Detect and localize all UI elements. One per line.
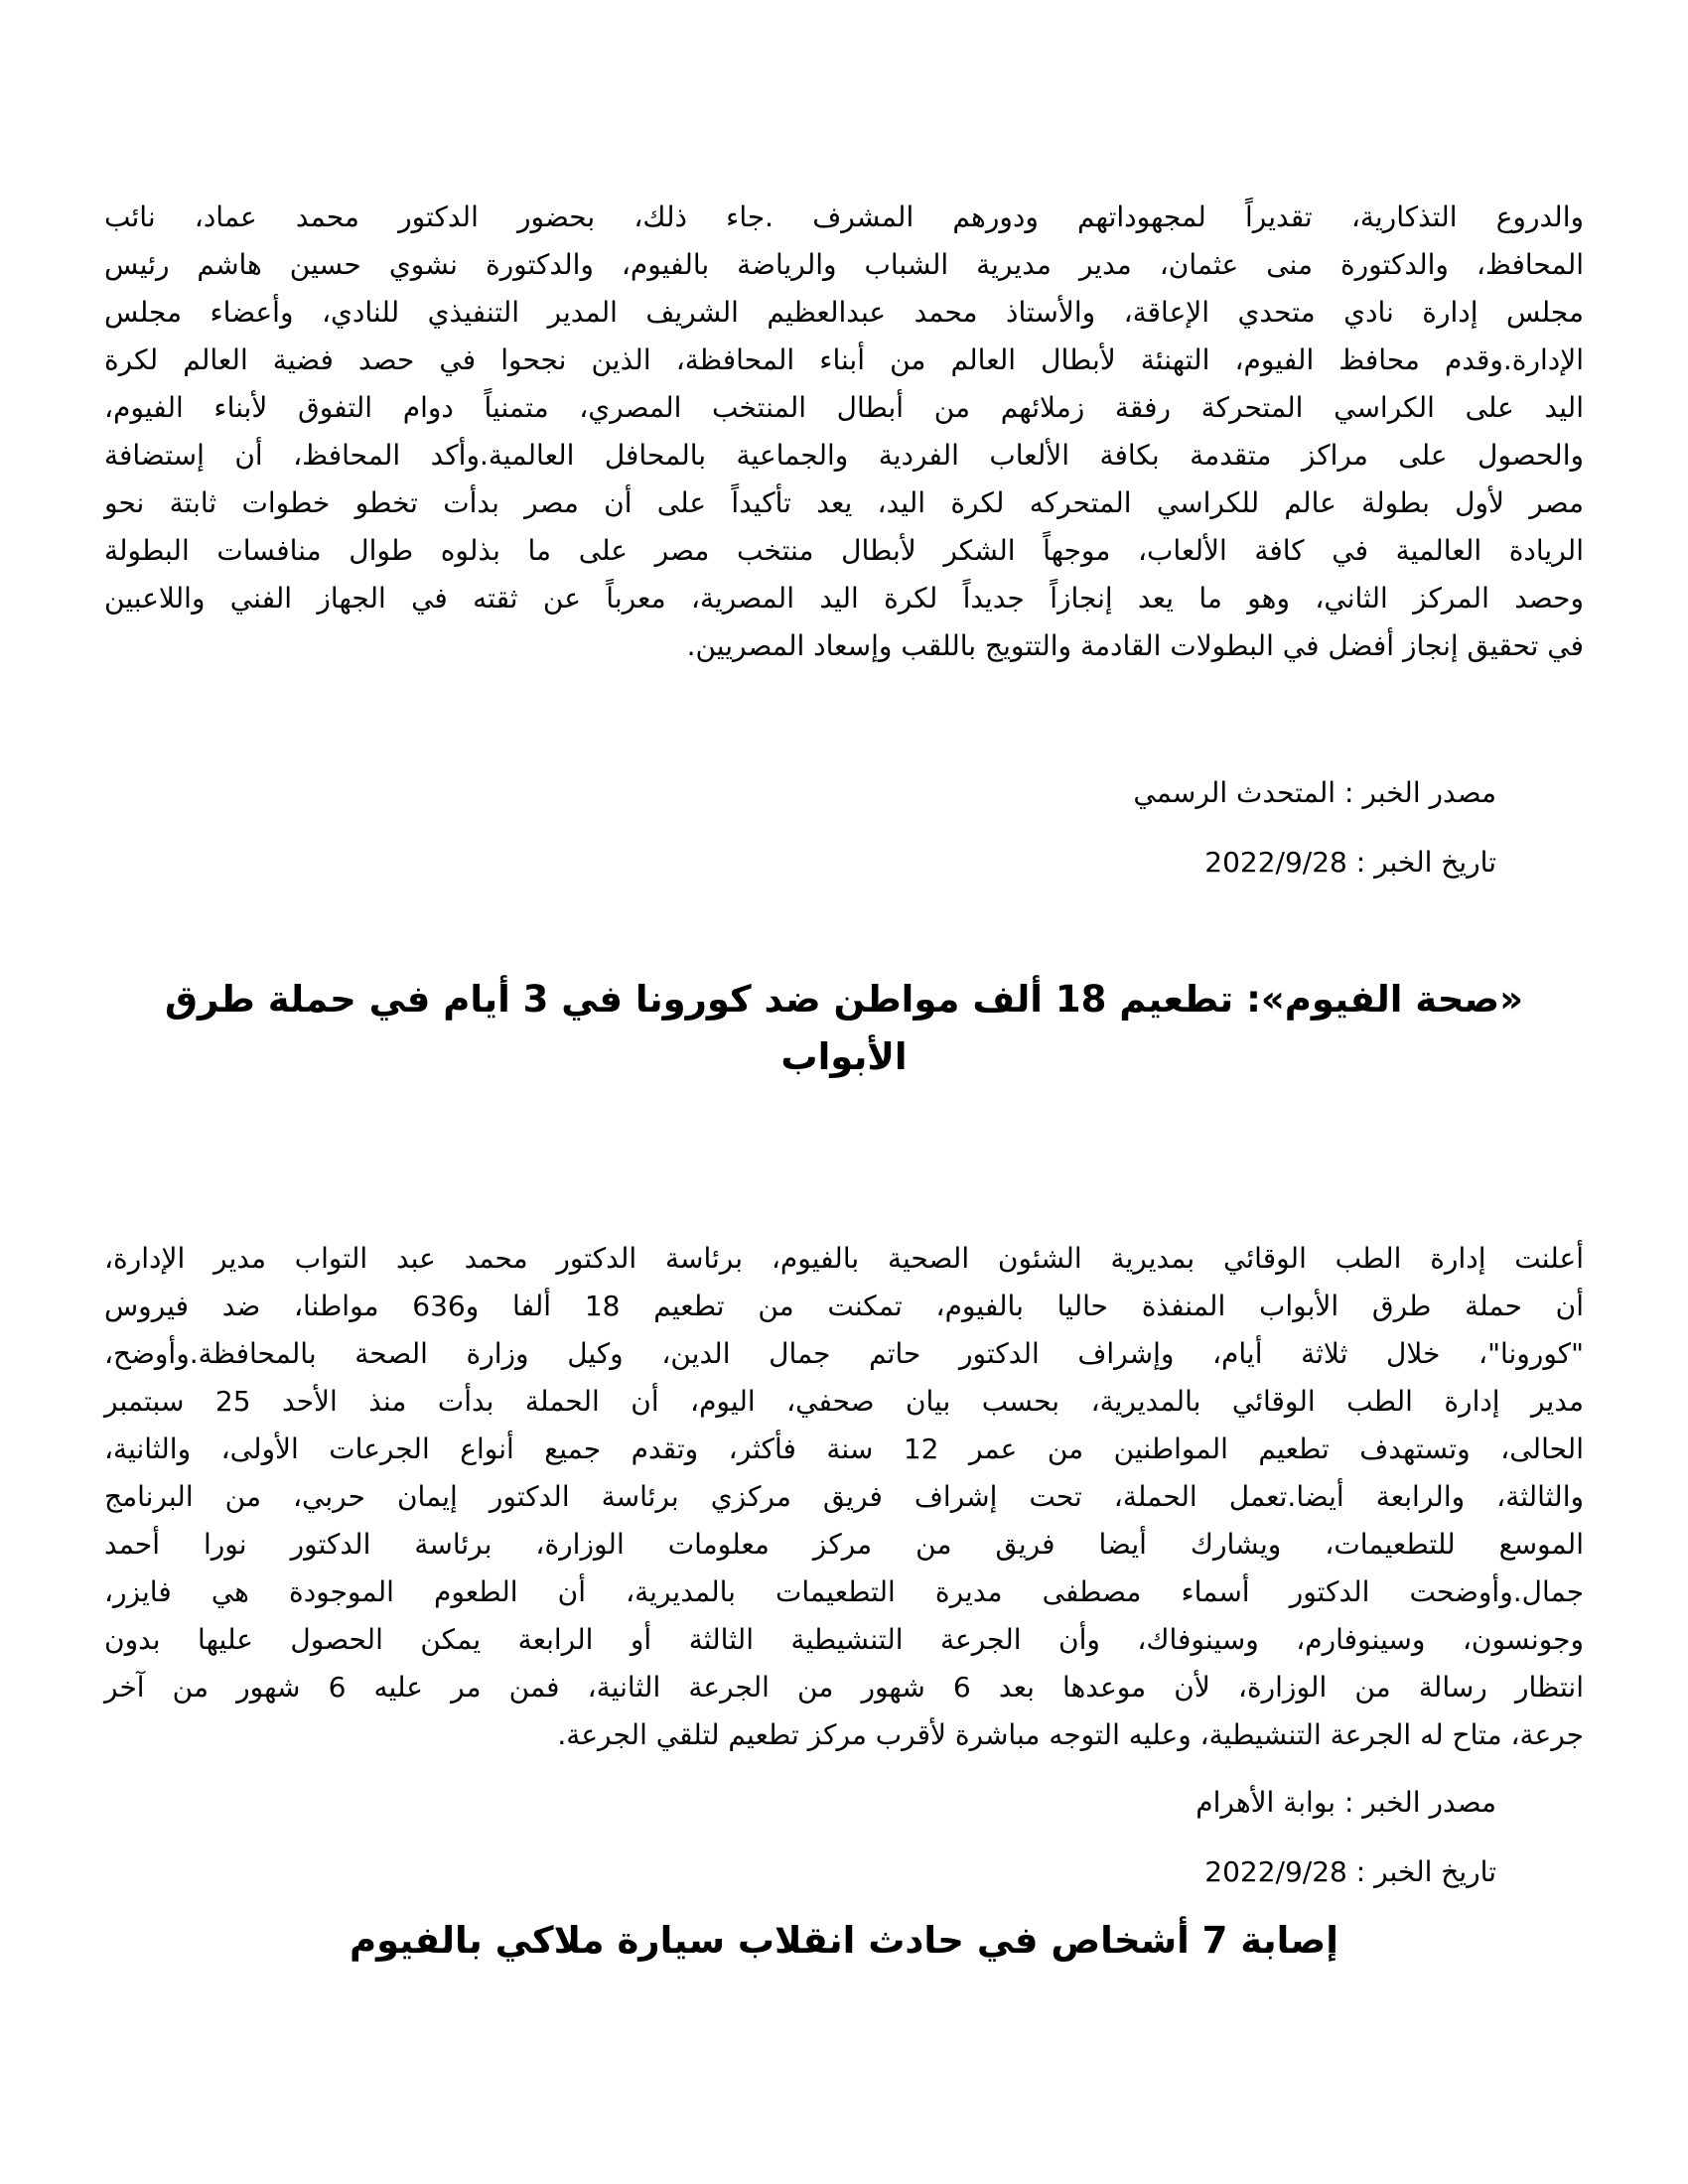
text-line: وجونسون، وسينوفارم، وسينوفاك، وأن الجرعة التنشيطية الثالثة أو الرابعة يمكن الحصول عليها بدون — [104, 1623, 1584, 1656]
article-2-source-line: مصدر الخبر : بوابة الأهرام — [1196, 1786, 1496, 1819]
text-line: الأبواب — [780, 1035, 908, 1078]
text-line: "كورونا"، خلال ثلاثة أيام، وإشراف الدكتور حاتم جمال الدين، وكيل وزارة الصحة بالمحافظة.وأوضح، — [104, 1337, 1584, 1370]
article-1-source-line: مصدر الخبر : المتحدث الرسمي — [1133, 776, 1496, 809]
text-line: اليد على الكراسي المتحركة رفقة زملائهم من أبطال المنتخب المصري، متمنياً دوام التفوق لأبناء الفيوم، — [104, 391, 1584, 424]
text-line: جمال.وأوضحت الدكتور أسماء مصطفى مديرة التطعيمات بالمديرية، أن الطعوم الموجودة هي فايزر، — [104, 1575, 1584, 1608]
text-line: مصر لأول بطولة عالم للكراسي المتحركه لكرة اليد، يعد تأكيداً على أن مصر بدأت تخطو خطوات ثابتة نحو — [104, 486, 1584, 519]
article-1-date-line: تاريخ الخبر : 2022/9/28 — [1204, 846, 1496, 879]
text-line: وحصد المركز الثاني، وهو ما يعد إنجازاً جديداً لكرة اليد المصرية، معرباً عن ثقته في الجهاز الفني واللاعبين — [104, 582, 1584, 614]
text-line: والثالثة، والرابعة أيضا.تعمل الحملة، تحت إشراف فريق مركزي برئاسة الدكتور إيمان حربي، من البرنامج — [104, 1480, 1584, 1513]
text-line: أعلنت إدارة الطب الوقائي بمديرية الشئون الصحية بالفيوم، برئاسة الدكتور محمد عبد التواب مدير الإدارة، — [104, 1242, 1584, 1275]
article-2-date-line: تاريخ الخبر : 2022/9/28 — [1204, 1855, 1496, 1888]
text-line: المحافظ، والدكتورة منى عثمان، مدير مديرية الشباب والرياضة بالفيوم، والدكتورة نشوي حسين هاشم رئيس — [104, 248, 1584, 281]
text-line: الموسع للتطعيمات، ويشارك أيضا فريق من مركز معلومات الوزارة، برئاسة الدكتور نورا أحمد — [104, 1528, 1584, 1561]
text-line: أن حملة طرق الأبواب المنفذة حاليا بالفيوم، تمكنت من تطعيم 18 ألفا و636 مواطنا، ضد فيروس — [104, 1290, 1585, 1322]
text-line: انتظار رسالة من الوزارة، لأن موعدها بعد 6 شهور من الجرعة الثانية، فمن مر عليه 6 شهور من آخر — [104, 1671, 1584, 1704]
text-line: جرعة، متاح له الجرعة التنشيطية، وعليه التوجه مباشرة لأقرب مركز تطعيم لتلقي الجرعة. — [557, 1718, 1584, 1751]
article-3-headline: إصابة 7 أشخاص في حادث انقلاب سيارة ملاكي بالفيوم — [350, 1919, 1338, 1962]
article-1-body-paragraph — [104, 194, 1584, 670]
text-line: الريادة العالمية في كافة الألعاب، موجهاً الشكر لأبطال منتخب مصر على ما بذلوه طوال منافسات البطولة — [104, 534, 1584, 567]
text-line: الإدارة.وقدم محافظ الفيوم، التهنئة لأبطال العالم من أبناء المحافظة، الذين نجحوا في حصد فضية العالم لكرة — [104, 343, 1584, 376]
text-line: مجلس إدارة نادي متحدي الإعاقة، والأستاذ محمد عبدالعظيم الشريف المدير التنفيذي للنادي، وأعضاء مجلس — [104, 296, 1584, 329]
text-line: والدروع التذكارية، تقديراً لمجهوداتهم ودورهم المشرف .جاء ذلك، بحضور الدكتور محمد عماد، نائب — [104, 201, 1584, 233]
text-line: الحالى، وتستهدف تطعيم المواطنين من عمر 12 سنة فأكثر، وتقدم جميع أنواع الجرعات الأولى، والثانية، — [104, 1433, 1584, 1465]
article-2-body-paragraph — [104, 1235, 1584, 1759]
text-line: «صحة الفيوم»: تطعيم 18 ألف مواطن ضد كورونا في 3 أيام في حملة طرق — [164, 978, 1524, 1021]
text-line: مدير إدارة الطب الوقائي بالمديرية، بحسب بيان صحفي، اليوم، أن الحملة بدأت منذ الأحد 25 سبتمبر — [104, 1385, 1584, 1418]
text-line: والحصول على مراكز متقدمة بكافة الألعاب الفردية والجماعية بالمحافل العالمية.وأكد المحافظ، أن إستضافة — [104, 439, 1584, 472]
article-2-headline — [104, 971, 1584, 1086]
text-line: في تحقيق إنجاز أفضل في البطولات القادمة والتتويج باللقب وإسعاد المصريين. — [686, 629, 1584, 662]
